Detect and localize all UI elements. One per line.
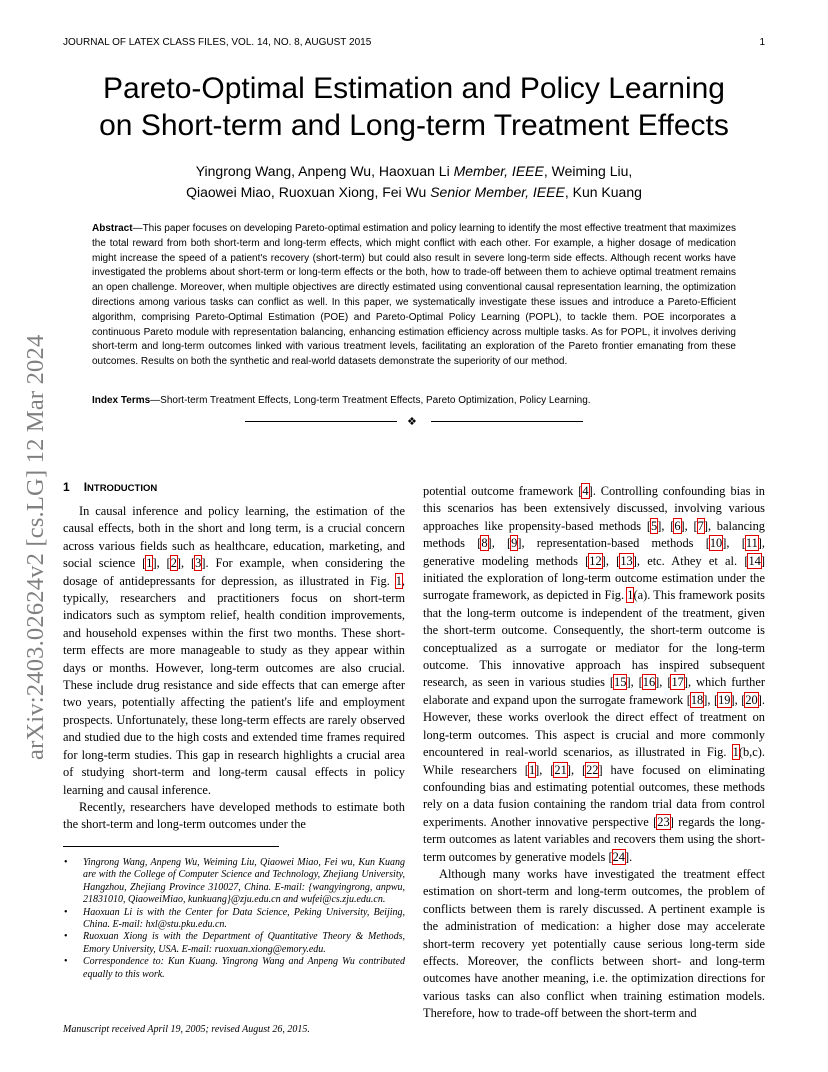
citation-link <box>608 850 629 864</box>
citation-link <box>142 556 156 570</box>
body-text: , generative modeling methods <box>423 536 766 568</box>
footnote-item: • Correspondence to: Kun Kuang. Yingrong Wang and Anpeng Wu contributed equally to this work. <box>63 956 405 981</box>
body-text: potential outcome framework <box>423 484 579 498</box>
citation-number[interactable]: 16 <box>642 675 656 690</box>
citation-number[interactable]: 1 <box>146 556 153 571</box>
author-membership: Member, IEEE <box>453 163 544 179</box>
title-line-2: on Short-term and Long-term Treatment Effects <box>99 109 729 142</box>
citation-number[interactable]: 10 <box>709 536 723 551</box>
figure-link[interactable]: 1 <box>732 745 739 760</box>
footnote-list <box>63 857 405 981</box>
citation-link <box>741 693 762 707</box>
citation-link <box>610 675 631 689</box>
citation-number[interactable]: 1 <box>528 762 536 777</box>
paragraph: Recently, researchers have developed methods to estimate both the short-term and long-term outcomes under the <box>63 799 405 832</box>
arxiv-stamp: arXiv:2403.02624v2 [cs.LG] 12 Mar 2024 <box>22 334 49 760</box>
paper-title <box>40 70 788 144</box>
authors-line-1 <box>40 161 788 182</box>
body-text: In causal inference and policy learning, the estimation of the causal effects, both in the short and long term, is a crucial concern across various fields such as healthcare, education, marketing, and social science <box>63 504 405 571</box>
citation-link <box>706 536 727 550</box>
index-terms-text: —Short-term Treatment Effects, Long-term Treatment Effects, Pareto Optimization, Policy Learning. <box>150 395 591 406</box>
footnote-item: • Ruoxuan Xiong is with the Department of Quantitative Theory & Methods, Emory University, USA. E-mail: ruoxuan.xiong@emory.edu. <box>63 931 405 956</box>
body-text: initiated the exploration of long-term outcome estimation under the surrogate framework, as depicted in Fig. <box>423 571 765 603</box>
section-title-rest: NTRODUCTION <box>87 483 158 494</box>
paragraph: In causal inference and policy learning, the estimation of the causal effects, both in the short and long term, is a crucial concern across various fields such as healthcare, education, marketing, and social science [ 1 ] , [ 2 ] , [ 3 ] . For example, when considering the dosage of antidepressants for depression, as illustrated in Fig. 1, typically, researchers and practitioners focus on short-term indicators such as symptom relief, health condition improvements, and household expenses within the first two months. These short-term effects are more manageable to study as they appear within days or months. However, long-term outcomes are also crucial. These include drug resistance and side effects that can emerge after two years, potentially affecting the patient's life and employment prospects. Unfortunately, these long-term effects are rarely observed and studied due to the high costs and extended time frames required for long-term studies. This gap in research highlights a crucial area of studying short-term and long-term causal effects in policy learning and causal inference. <box>63 503 405 799</box>
figure-link[interactable]: 1 <box>395 573 402 588</box>
body-text: regards the long-term outcomes as latent variables and recovers them using the short-term outcomes by generative models <box>423 814 765 864</box>
title-line-1: Pareto-Optimal Estimation and Policy Learning <box>103 72 725 105</box>
citation-link <box>616 554 637 568</box>
body-text: (b,c). While researchers <box>423 745 765 777</box>
citation-number[interactable]: 19 <box>718 692 731 707</box>
footnote-item: • Haoxuan Li is with the Center for Data Science, Peking University, Beijing, China. E-mail: hxl@stu.pku.edu.cn. <box>63 907 405 932</box>
body-text: . Controlling confounding bias in this scenarios has been extensively discussed, involving various approaches like propensity-based methods <box>423 484 765 533</box>
citation-link <box>639 675 660 689</box>
abstract-label: Abstract <box>92 223 133 234</box>
citation-number[interactable]: 6 <box>674 518 681 533</box>
citation-number[interactable]: 9 <box>511 536 518 551</box>
citation-number[interactable]: 17 <box>671 675 684 690</box>
section-initial: I <box>83 480 88 494</box>
citation-number[interactable]: 11 <box>745 536 758 551</box>
journal-name: JOURNAL OF LATEX CLASS FILES, VOL. 14, NO. 8, AUGUST 2015 <box>63 37 372 48</box>
citation-link <box>507 536 521 550</box>
citation-number[interactable]: 2 <box>170 556 177 571</box>
body-text: , etc. Athey et al. <box>636 553 745 568</box>
citation-number[interactable]: 14 <box>748 553 761 568</box>
citation-number[interactable]: 18 <box>690 692 704 707</box>
citation-link <box>714 693 735 707</box>
author-names: Yingrong Wang, Anpeng Wu, Haoxuan Li <box>195 163 454 179</box>
citation-link <box>670 519 684 533</box>
author-names: , Kun Kuang <box>564 184 642 200</box>
paragraph: potential outcome framework [ 4 ] . Controlling confounding bias in this scenarios has been extensively discussed, involving various approaches like propensity-based methods [ 5 ] , [ 6 ] , [ 7 ] , balancing methods [ 8 ] , [ 9 ] , representation-based methods [ 10 ] , [ 11 ] , generative modeling methods [ 12 ] , [ 13 ] , etc. Athey et al. [ 14 ] initiated the exploration of long-term outcome estimation under the surrogate framework, as depicted in Fig. 1(a). This framework posits that the long-term outcome is independent of the treatment, given the short-term outcome. Consequently, the short-term outcome is conceptualized as a surrogate or mediator for the long-term outcome. This innovative approach has inspired subsequent research, as seen in various studies [ 15 ] , [ 16 ] , [ 17 ] , which further elaborate and expand upon the surrogate framework [ 18 ] , [ 19 ] , [ 20 ] . However, these works overlook the direct effect of treatment on long-term outcomes. This aspect is crucial and more commonly encountered in real-world scenarios, as illustrated in Fig. 1(b,c). While researchers [ 1 ] , [ 21 ] , [ 22 ] have focused on eliminating confounding bias and estimating potential outcomes, these methods rely on a data fusion containing the random trial data from control experiments. Another innovative perspective [ 23 ] regards the long-term outcomes as latent variables and recovers them using the short-term outcomes by generative models [ 24 ] . <box>423 483 765 866</box>
citation-link <box>653 815 674 829</box>
right-column <box>423 483 765 1023</box>
citation-number[interactable]: 24 <box>612 849 625 864</box>
citation-number[interactable]: 15 <box>614 675 627 690</box>
citation-link <box>167 556 181 570</box>
section-number: 1 <box>63 480 70 494</box>
citation-number[interactable]: 12 <box>589 553 602 568</box>
index-terms <box>92 395 736 406</box>
citation-number[interactable]: 22 <box>586 762 599 777</box>
index-terms-label: Index Terms <box>92 395 151 406</box>
citation-link <box>477 536 491 550</box>
citation-number[interactable]: 23 <box>657 814 670 829</box>
body-text: (a). This framework posits that the long-term outcome is independent of the treatment, given the short-term outcome. Consequently, the short-term outcome is conceptualized as a surrogate or mediator for the long-term outcome. This innovative approach has inspired subsequent research, as seen in various studies <box>423 588 765 690</box>
body-text: , which further elaborate and expand upon the surrogate framework <box>423 675 765 707</box>
citation-link <box>744 554 765 568</box>
author-membership: Senior Member, IEEE <box>430 184 565 200</box>
body-text: , representation-based methods <box>521 536 706 551</box>
section-heading <box>63 480 157 494</box>
body-text: . <box>629 849 633 864</box>
abstract <box>92 222 736 370</box>
citation-number[interactable]: 3 <box>195 556 202 571</box>
citation-number[interactable]: 4 <box>582 484 589 498</box>
body-text: , <box>539 762 551 777</box>
section-divider <box>245 416 583 428</box>
citation-link <box>191 556 205 570</box>
citation-number[interactable]: 8 <box>481 536 488 551</box>
divider-line-left <box>245 421 397 422</box>
author-names: Qiaowei Miao, Ruoxuan Xiong, Fei Wu <box>186 184 431 200</box>
footnote-rule <box>63 846 279 847</box>
page-number: 1 <box>759 37 765 48</box>
citation-link <box>647 519 661 533</box>
left-column <box>63 503 405 834</box>
divider-line-right <box>431 421 583 422</box>
body-text: . For example, when considering the dosage of antidepressants for depression, as illustrated in Fig. <box>63 556 405 588</box>
citation-link <box>694 519 708 533</box>
citation-link <box>582 763 603 777</box>
divider-diamond-icon: ❖ <box>407 416 417 428</box>
citation-link <box>525 763 539 777</box>
citation-number[interactable]: 5 <box>651 518 658 533</box>
citation-link <box>667 675 688 689</box>
citation-number[interactable]: 13 <box>620 553 633 568</box>
citation-link <box>687 693 708 707</box>
citation-link <box>585 554 606 568</box>
citation-link <box>550 763 571 777</box>
body-text: , balancing methods <box>423 518 765 551</box>
figure-link[interactable]: 1 <box>627 588 634 603</box>
paragraph: Although many works have investigated the treatment effect estimation on short-term and long-term outcomes, the problem of conflicts between them is rarely discussed. A pertinent example is the administration of medication: a higher dose may accelerate short-term recovery yet potentially cause serious long-term side effects. Moreover, the conflicts between short- and long-term outcomes have another meaning, i.e. the optimization directions for various tasks can also conflict when training estimation models. Therefore, how to trade-off between the short-term and <box>423 866 765 1021</box>
manuscript-note: Manuscript received April 19, 2005; revised August 26, 2015. <box>63 1024 310 1035</box>
citation-link <box>742 536 762 550</box>
running-head <box>63 37 765 48</box>
author-list <box>40 161 788 203</box>
abstract-text: —This paper focuses on developing Pareto-optimal estimation and policy learning to identify the most effective treatment that maximizes the total reward from both short-term and long-term effects, which might conflict with each other. For example, a higher dosage of medication might increase the speed of a patient's recovery (short-term) but could also result in severe long-term side effects. Although recent works have investigated the problems about short-term or long-term effects or the both, how to trade-off between them to achieve optimal treatment remains an open challenge. Moreover, when multiple objectives are directly estimated using conventional causal representation learning, the optimization directions among various tasks can conflict as well. In this paper, we systematically investigate these issues and introduce a Pareto-Efficient algorithm, comprising Pareto-Optimal Estimation (POE) and Pareto-Optimal Policy Learning (POPL), to tackle them. POE incorporates a continuous Pareto module with representation balancing, enhancing estimation efficiency across multiple tasks. As for POPL, it involves deriving short-term and long-term outcomes linked with various treatment levels, facilitating an exploration of the Pareto frontier emanating from these outcomes. Results on both the synthetic and real-world datasets demonstrate the superiority of our method. <box>92 223 736 368</box>
body-text: , typically, researchers and practitioners focus on short-term indicators such as symptom relief, health condition improvements, and household expenses within the first two months. These short-term effects are more manageable to study as they appear within days or months. However, long-term outcomes are also crucial. These include drug resistance and side effects that can emerge after two years, potentially affecting the patient's life and employment prospects. Unfortunately, these long-term effects are rarely observed and studied due to the high costs and extended time frames required for long-term studies. This gap in research highlights a crucial area of studying short-term and long-term causal effects in policy learning and causal inference. <box>63 573 405 797</box>
citation-link <box>578 484 592 498</box>
citation-number[interactable]: 21 <box>554 762 567 777</box>
footnote-item: • Yingrong Wang, Anpeng Wu, Weiming Liu, Qiaowei Miao, Fei wu, Kun Kuang are with the College of Computer Science and Technology, Zhejiang University, Hangzhou, Zhejiang Province 310027, China. E-mail: {wangyingrong, anpwu, 21831010, QiaoweiMiao, kunkuang}@zju.edu.cn and wufei@cs.zju.edu.cn. <box>63 857 405 907</box>
body-text: have focused on eliminating confounding bias and estimating potential outcomes, these methods rely on a data fusion containing the random trial data from control experiments. Another innovative perspective <box>423 762 765 829</box>
author-names: , Weiming Liu, <box>543 163 633 179</box>
citation-number[interactable]: 7 <box>697 518 704 533</box>
authors-line-2 <box>40 182 788 203</box>
body-text: . However, these works overlook the direct effect of treatment on long-term outcomes. This aspect is crucial and more commonly encountered in real-world scenarios, as illustrated in Fig. <box>423 692 765 760</box>
citation-number[interactable]: 20 <box>745 692 758 707</box>
